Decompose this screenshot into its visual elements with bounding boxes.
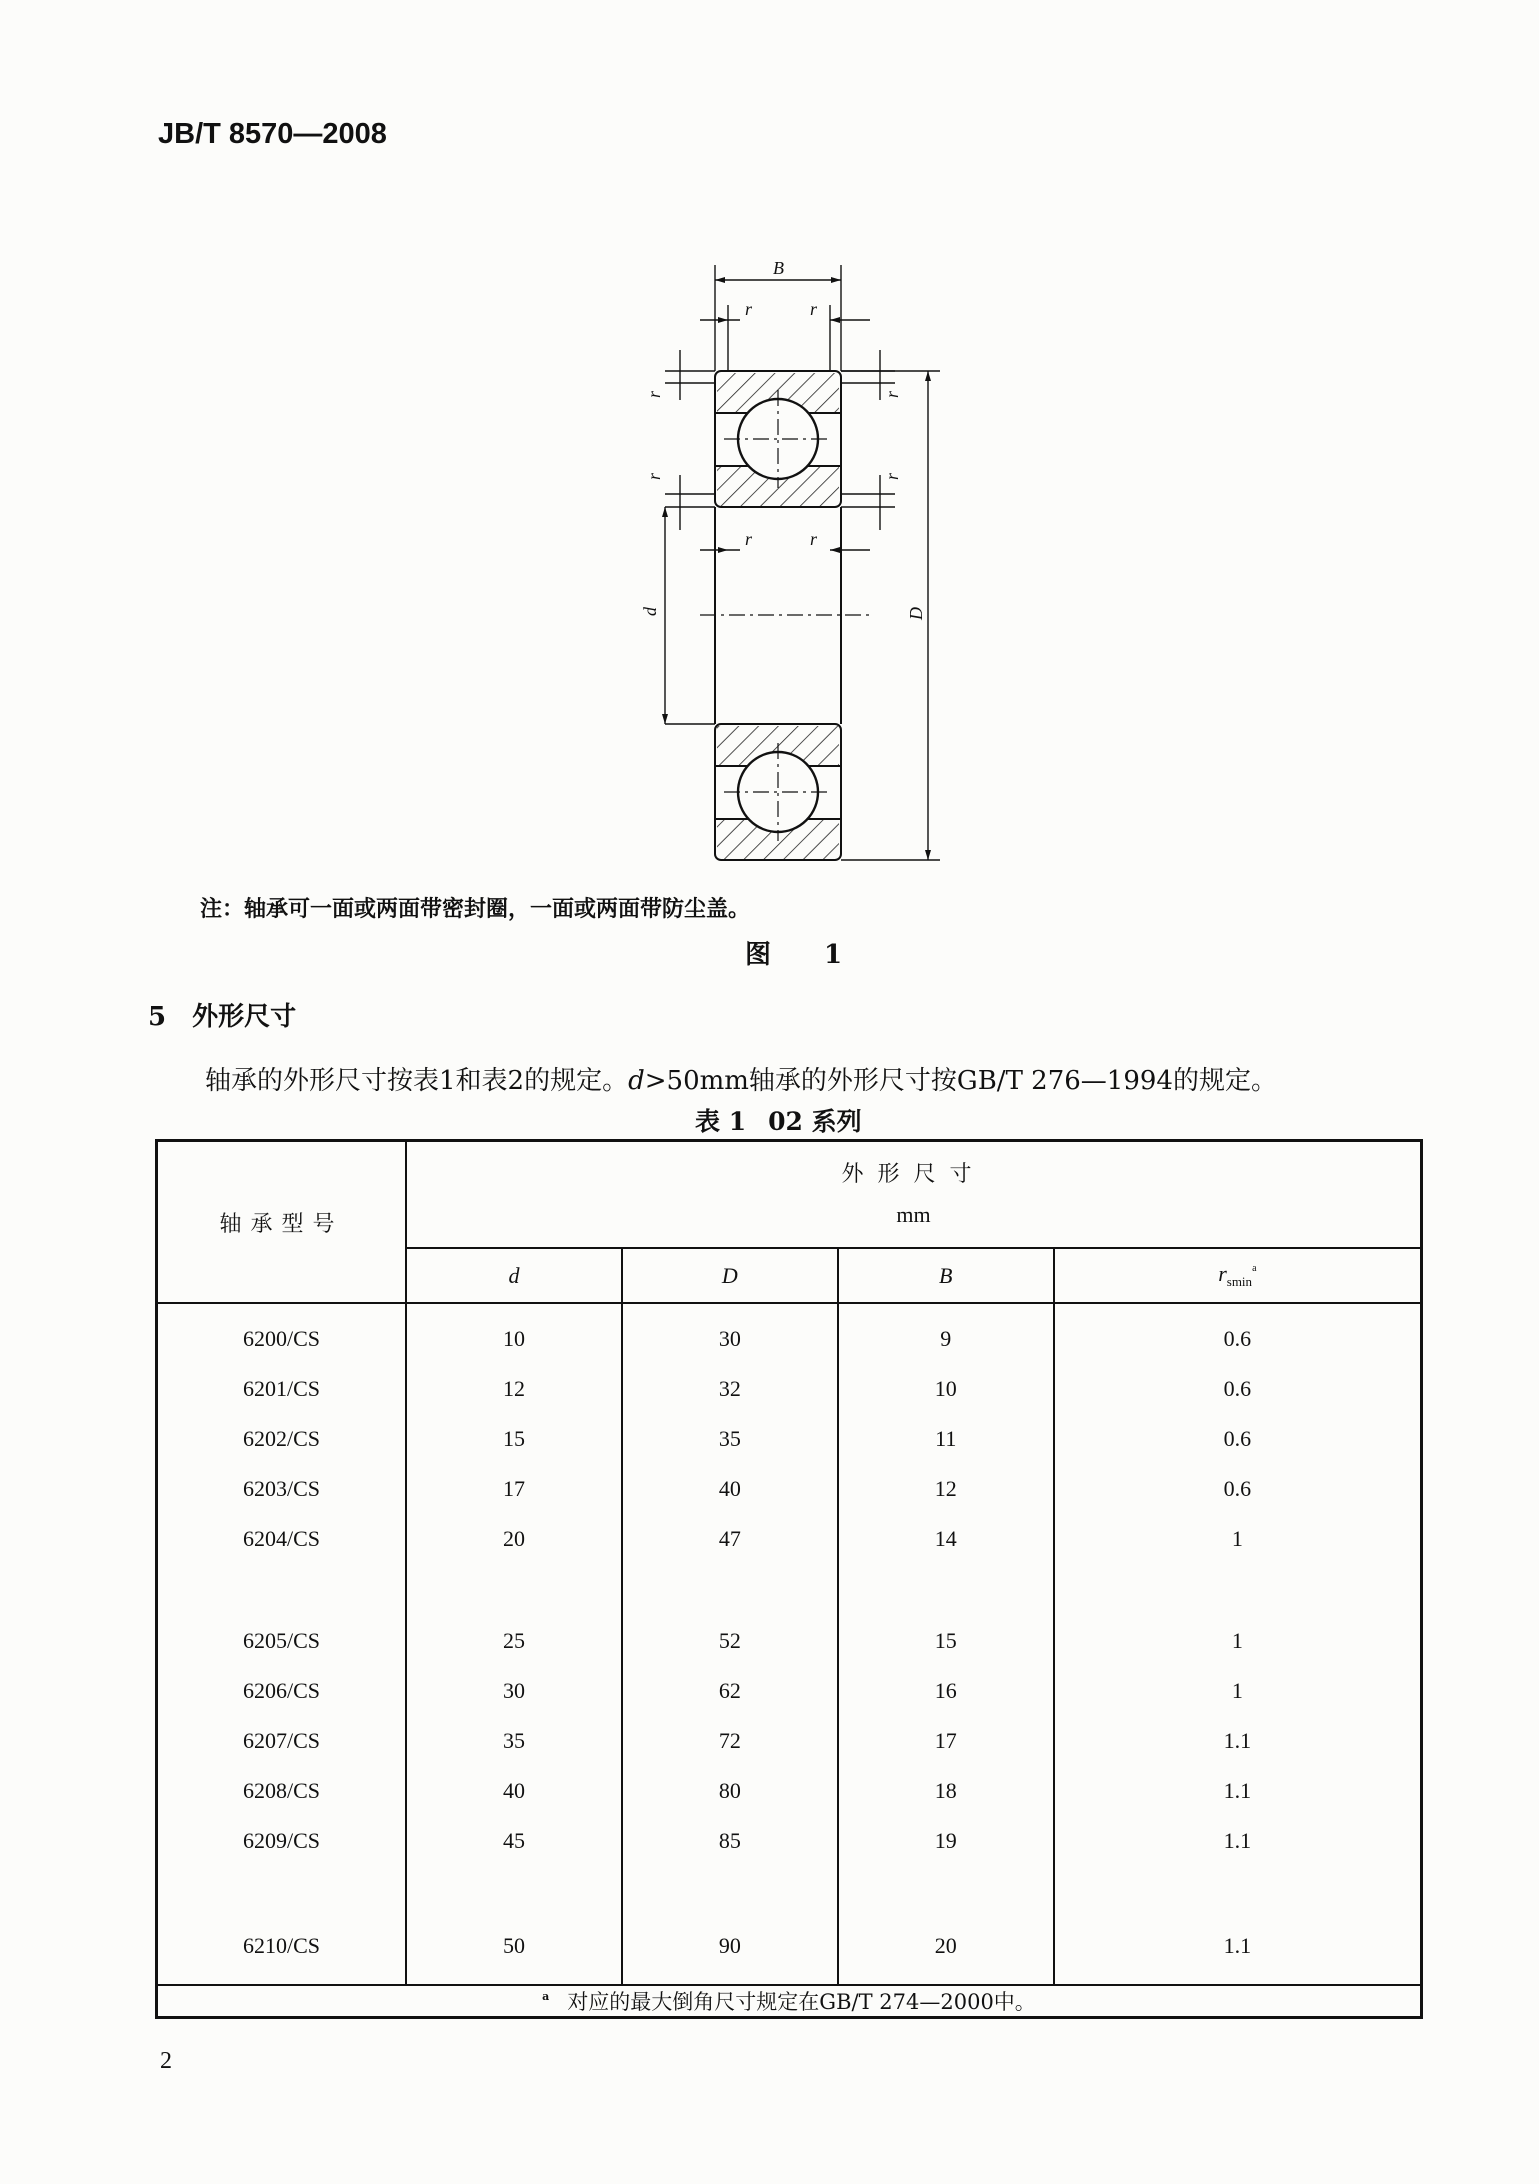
table-row xyxy=(157,1303,1422,1364)
cell-d: 35 xyxy=(406,1716,622,1766)
header-col-d: d xyxy=(406,1248,622,1303)
cell-B: 17 xyxy=(838,1716,1054,1766)
cell-D: 40 xyxy=(622,1464,838,1514)
cell-type: 6210/CS xyxy=(242,1933,321,1958)
header-col-r-subscript: smin xyxy=(1226,1274,1253,1289)
cell-d: 30 xyxy=(406,1666,622,1716)
section-heading xyxy=(148,996,296,1033)
dim-label-r: r xyxy=(745,529,753,549)
header-col-r-symbol: r xyxy=(1218,1261,1227,1286)
cell-B: 19 xyxy=(838,1816,1054,1866)
cell-d: 50 xyxy=(406,1918,622,1985)
cell-D: 80 xyxy=(622,1766,838,1816)
cell-B: 18 xyxy=(838,1766,1054,1816)
cell-type: 6206/CS xyxy=(242,1678,321,1703)
cell-D: 62 xyxy=(622,1666,838,1716)
cell-D: 35 xyxy=(622,1414,838,1464)
section-paragraph xyxy=(205,1060,1277,1097)
table-row xyxy=(157,1514,1422,1564)
table-row xyxy=(157,1464,1422,1514)
dim-label-r: r xyxy=(644,390,664,398)
cell-D: 85 xyxy=(622,1816,838,1866)
cell-type: 6207/CS xyxy=(242,1728,321,1753)
cell-type: 6204/CS xyxy=(242,1526,321,1551)
dim-label-r: r xyxy=(882,472,902,480)
cell-D: 47 xyxy=(622,1514,838,1564)
table-row xyxy=(157,1666,1422,1716)
header-dimensions xyxy=(406,1141,1422,1249)
cell-r: 1.1 xyxy=(1054,1918,1422,1985)
cell-B: 11 xyxy=(838,1414,1054,1464)
table-row xyxy=(157,1414,1422,1464)
cell-r: 1.1 xyxy=(1054,1816,1422,1866)
figure-note: 注：轴承可一面或两面带密封圈，一面或两面带防尘盖。 xyxy=(200,896,751,922)
cell-B: 20 xyxy=(838,1918,1054,1985)
cell-r: 0.6 xyxy=(1054,1464,1422,1514)
cell-D: 32 xyxy=(622,1364,838,1414)
cell-type: 6203/CS xyxy=(242,1476,321,1501)
cell-D: 90 xyxy=(622,1918,838,1985)
cell-r: 1 xyxy=(1054,1514,1422,1564)
header-bearing-type: 轴承型号 xyxy=(157,1141,407,1304)
table-row xyxy=(157,1364,1422,1414)
dim-label-r: r xyxy=(745,299,753,319)
dim-label-B: B xyxy=(773,258,784,278)
table-title xyxy=(695,1102,862,1138)
cell-r: 0.6 xyxy=(1054,1303,1422,1364)
cell-type: 6208/CS xyxy=(242,1778,321,1803)
dimensions-table xyxy=(155,1139,1423,2019)
cell-r: 1.1 xyxy=(1054,1766,1422,1816)
cell-d: 10 xyxy=(406,1303,622,1364)
cell-d: 15 xyxy=(406,1414,622,1464)
dim-label-r: r xyxy=(882,390,902,398)
paragraph-variable: d xyxy=(628,1066,645,1096)
cell-r: 1 xyxy=(1054,1666,1422,1716)
cell-d: 40 xyxy=(406,1766,622,1816)
dim-label-r: r xyxy=(810,529,818,549)
cell-d: 12 xyxy=(406,1364,622,1414)
header-col-D: D xyxy=(622,1248,838,1303)
cell-type: 6201/CS xyxy=(242,1376,321,1401)
table-row xyxy=(157,1766,1422,1816)
cell-B: 10 xyxy=(838,1364,1054,1414)
footnote-mark: a xyxy=(542,1990,550,2003)
cell-B: 9 xyxy=(838,1303,1054,1364)
cell-r: 1 xyxy=(1054,1616,1422,1666)
cell-r: 1.1 xyxy=(1054,1716,1422,1766)
dim-label-d: d xyxy=(640,607,660,616)
header-col-B: B xyxy=(838,1248,1054,1303)
cell-type: 6200/CS xyxy=(242,1326,321,1351)
document-code: JB/T 8570—2008 xyxy=(158,118,387,150)
dim-label-r: r xyxy=(644,472,664,480)
footnote-text: 对应的最大倒角尺寸规定在GB/T 274—2000中。 xyxy=(567,1990,1036,2014)
table-number: 表 1 xyxy=(695,1107,747,1136)
bearing-section-drawing xyxy=(640,250,970,880)
cell-type: 6209/CS xyxy=(242,1828,321,1853)
cell-B: 16 xyxy=(838,1666,1054,1716)
cell-type: 6202/CS xyxy=(242,1426,321,1451)
cell-D: 52 xyxy=(622,1616,838,1666)
cell-D: 30 xyxy=(622,1303,838,1364)
table-row xyxy=(157,1716,1422,1766)
figure-caption: 图 1 xyxy=(745,940,865,970)
table-row xyxy=(157,1816,1422,1866)
cell-B: 14 xyxy=(838,1514,1054,1564)
cell-type: 6205/CS xyxy=(242,1628,321,1653)
table-series: 02 系列 xyxy=(768,1107,862,1136)
header-unit: mm xyxy=(896,1201,931,1227)
paragraph-text: >50mm轴承的外形尺寸按GB/T 276—1994的规定。 xyxy=(644,1066,1277,1096)
cell-d: 25 xyxy=(406,1616,622,1666)
table-row xyxy=(157,1918,1422,1985)
section-title: 外形尺寸 xyxy=(192,1002,297,1032)
table-footnote xyxy=(157,1985,1422,2018)
header-col-r xyxy=(1054,1248,1422,1303)
dim-label-r: r xyxy=(810,299,818,319)
table-body xyxy=(157,1303,1422,1985)
page-number: 2 xyxy=(160,2048,172,2074)
cell-d: 17 xyxy=(406,1464,622,1514)
cell-B: 15 xyxy=(838,1616,1054,1666)
dim-label-D: D xyxy=(906,607,926,620)
cell-r: 0.6 xyxy=(1054,1414,1422,1464)
header-col-r-footnote-mark: a xyxy=(1252,1263,1257,1274)
cell-r: 0.6 xyxy=(1054,1364,1422,1414)
cell-d: 20 xyxy=(406,1514,622,1564)
header-dimensions-label: 外形尺寸 xyxy=(841,1161,986,1187)
cell-D: 72 xyxy=(622,1716,838,1766)
cell-B: 12 xyxy=(838,1464,1054,1514)
cell-d: 45 xyxy=(406,1816,622,1866)
paragraph-text: 轴承的外形尺寸按表1和表2的规定。 xyxy=(205,1066,629,1096)
section-number: 5 xyxy=(148,1002,167,1032)
table-row xyxy=(157,1616,1422,1666)
